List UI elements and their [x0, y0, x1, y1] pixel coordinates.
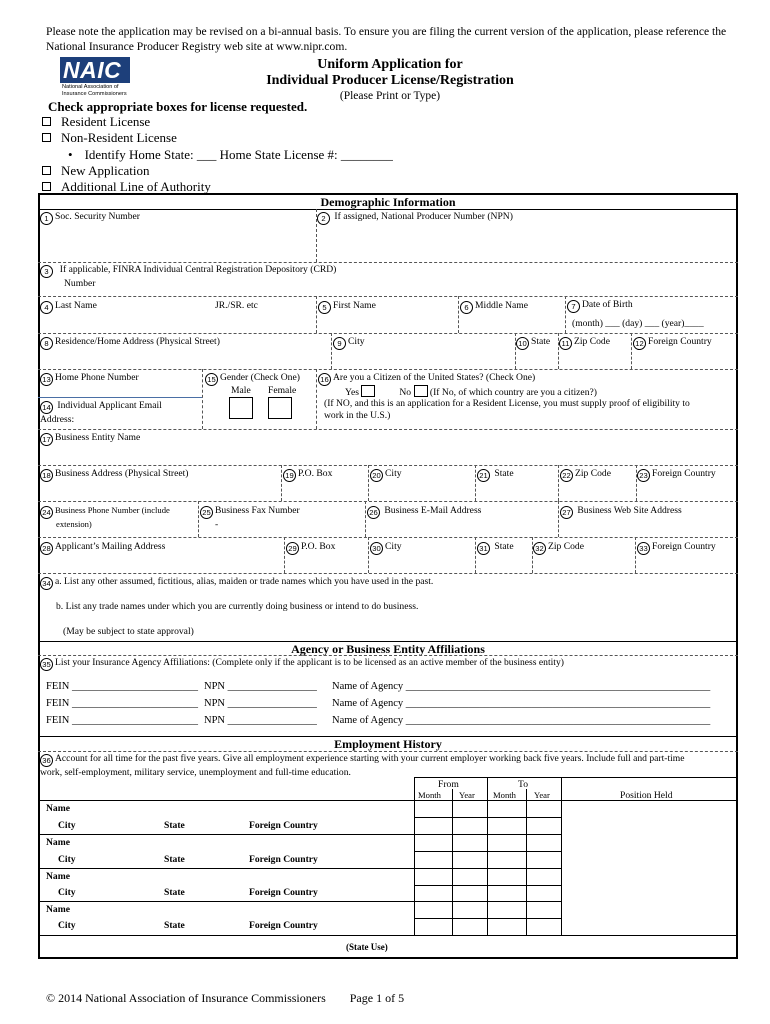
- field-first-name[interactable]: [318, 300, 376, 314]
- divider: [38, 901, 562, 902]
- employment-instructions-1: Account for all time for the past five years. Give all employment experience starting with your current employer working back five years. Include full and part-time: [55, 753, 685, 764]
- foreign-country-label: Foreign Country: [648, 336, 712, 347]
- employment-heading: Employment History: [334, 737, 442, 751]
- middle-name-label: Middle Name: [475, 300, 529, 311]
- field-gender: [205, 372, 300, 386]
- field-zip[interactable]: [559, 336, 610, 350]
- divider: [631, 333, 632, 369]
- field-mailing-zip[interactable]: [533, 541, 584, 555]
- mailing-address-label: Applicant’s Mailing Address: [55, 541, 166, 552]
- agency-npn-3[interactable]: NPN _________________: [204, 715, 317, 726]
- to-year-label: Year: [534, 790, 550, 800]
- field-business-country[interactable]: [637, 468, 716, 482]
- additional-authority-label: Additional Line of Authority: [61, 179, 211, 194]
- number-badge: 6: [460, 301, 473, 314]
- option-new-application[interactable]: [42, 163, 149, 179]
- citizen-options: [345, 385, 597, 398]
- number-badge: 34: [40, 577, 53, 590]
- divider: [331, 333, 332, 369]
- gender-male-label: Male: [231, 385, 251, 396]
- citizen-no-label: No: [399, 387, 412, 398]
- agency-npn-2[interactable]: NPN _________________: [204, 698, 317, 709]
- naic-logo: [60, 57, 132, 97]
- number-badge: 19: [283, 469, 296, 482]
- number-badge: 2: [317, 212, 330, 225]
- field-business-city[interactable]: [370, 468, 402, 482]
- number-badge: 24: [40, 506, 53, 519]
- number-badge: 13: [40, 373, 53, 386]
- number-badge: 25: [200, 506, 213, 519]
- number-badge: 10: [516, 337, 529, 350]
- divider: [558, 465, 559, 501]
- agency-fein-3[interactable]: FEIN ________________________: [46, 715, 198, 726]
- field-last-name[interactable]: [40, 300, 97, 314]
- field-business-state[interactable]: [477, 468, 514, 482]
- citizen-label: Are you a Citizen of the United States? (Check One): [333, 372, 536, 383]
- logo-text: NAIC: [63, 57, 122, 83]
- divider: [558, 501, 559, 537]
- divider: [487, 777, 488, 936]
- divider: [38, 333, 738, 334]
- field-crd[interactable]: [40, 264, 336, 290]
- divider: [475, 537, 476, 573]
- number-badge: 27: [560, 506, 573, 519]
- divider: [284, 537, 285, 573]
- field-suffix[interactable]: JR./SR. etc: [215, 300, 258, 311]
- gender-female-box[interactable]: [268, 397, 292, 419]
- number-badge: 23: [637, 469, 650, 482]
- email-label-2: Address:: [40, 414, 75, 426]
- copyright-text: © 2014 National Association of Insurance Commissioners: [46, 991, 326, 1005]
- employer-1-city[interactable]: City: [58, 820, 76, 831]
- nonresident-label: Non-Resident License: [61, 130, 177, 145]
- agency-name-1[interactable]: Name of Agency __________________________________________________________: [332, 681, 711, 692]
- business-phone-label: Business Phone Number (include: [55, 505, 170, 515]
- field-ssn[interactable]: [40, 211, 140, 225]
- field-mailing-city[interactable]: [370, 541, 402, 555]
- divider: [368, 465, 369, 501]
- trade-names-label[interactable]: b. List any trade names under which you are currently doing business or intend to do business.: [56, 601, 419, 612]
- divider: [281, 465, 282, 501]
- field-agency-affiliations: [40, 657, 564, 671]
- divider: [38, 537, 738, 538]
- number-badge: 36: [40, 754, 53, 767]
- business-pobox-label: P.O. Box: [298, 468, 333, 479]
- field-business-email[interactable]: [367, 505, 481, 519]
- field-mailing-country[interactable]: [637, 541, 716, 555]
- other-names-label: a. List any other assumed, fictitious, alias, maiden or trade names which you have used in the past.: [55, 576, 434, 587]
- employer-1-name[interactable]: Name: [46, 803, 70, 814]
- number-badge: 17: [40, 433, 53, 446]
- number-badge: 12: [633, 337, 646, 350]
- employer-1-country[interactable]: Foreign Country: [249, 820, 318, 831]
- gender-female-label: Female: [268, 385, 297, 396]
- divider: [38, 429, 738, 430]
- number-badge: 30: [370, 542, 383, 555]
- agency-fein-1[interactable]: FEIN ________________________: [46, 681, 198, 692]
- last-name-label: Last Name: [55, 300, 97, 311]
- email-label: Individual Applicant Email: [57, 400, 162, 411]
- field-npn[interactable]: [317, 211, 513, 225]
- to-month-label: Month: [493, 790, 516, 800]
- check-heading: Check appropriate boxes for license requested.: [48, 99, 308, 114]
- divider: [38, 573, 738, 574]
- business-zip-label: Zip Code: [575, 468, 611, 479]
- number-badge: 1: [40, 212, 53, 225]
- employer-2-city[interactable]: City: [58, 854, 76, 865]
- divider: [565, 296, 566, 333]
- number-badge: 35: [40, 658, 53, 671]
- business-fax-dash: -: [215, 519, 219, 531]
- number-badge: 11: [559, 337, 572, 350]
- citizen-no-box[interactable]: [414, 385, 428, 397]
- resident-label: Resident License: [61, 114, 151, 129]
- field-mailing-address[interactable]: [40, 541, 165, 555]
- bullet-icon: •: [68, 147, 73, 162]
- state-use-label: (State Use): [346, 942, 388, 952]
- number-badge: 5: [318, 301, 331, 314]
- form-subtitle: (Please Print or Type): [339, 90, 441, 102]
- crd-label: If applicable, FINRA Individual Central Registration Depository (CRD): [59, 264, 337, 275]
- number-badge: 21: [477, 469, 490, 482]
- number-badge: 8: [40, 337, 53, 350]
- employer-4-state[interactable]: State: [164, 920, 185, 931]
- mailing-city-label: City: [385, 541, 402, 552]
- field-mailing-pobox[interactable]: [286, 541, 335, 555]
- dob-format: (month) ___ (day) ___ (year)____: [572, 318, 704, 329]
- number-badge: 4: [40, 301, 53, 314]
- divider: [635, 537, 636, 573]
- employer-2-country[interactable]: Foreign Country: [249, 854, 318, 865]
- divider: [38, 397, 202, 398]
- divider: [414, 885, 562, 886]
- divider: [38, 501, 738, 502]
- crd-label-2: Number: [64, 278, 96, 290]
- mailing-state-label: State: [494, 541, 514, 552]
- field-foreign-country[interactable]: [633, 336, 712, 350]
- form-title-line2: Individual Producer License/Registration: [266, 73, 514, 88]
- field-business-phone[interactable]: [40, 505, 170, 530]
- business-fax-label: Business Fax Number: [215, 505, 300, 516]
- footer: [46, 991, 404, 1006]
- field-business-pobox[interactable]: [283, 468, 332, 482]
- mailing-pobox-label: P.O. Box: [301, 541, 336, 552]
- divider: [38, 262, 738, 263]
- divider: [526, 789, 527, 936]
- business-entity-label: Business Entity Name: [55, 432, 141, 443]
- residence-label: Residence/Home Address (Physical Street): [55, 336, 220, 347]
- employer-4-city[interactable]: City: [58, 920, 76, 931]
- field-citizen: [318, 372, 535, 386]
- employer-2-name[interactable]: Name: [46, 837, 70, 848]
- first-name-label: First Name: [333, 300, 376, 311]
- field-mailing-state[interactable]: [477, 541, 514, 555]
- field-dob[interactable]: [567, 299, 633, 313]
- field-business-entity[interactable]: [40, 432, 140, 446]
- field-business-fax[interactable]: [200, 505, 300, 531]
- to-label: To: [518, 779, 528, 790]
- divider: [414, 777, 415, 936]
- business-address-label: Business Address (Physical Street): [55, 468, 189, 479]
- field-business-website[interactable]: [560, 505, 682, 519]
- agency-affiliations-label: List your Insurance Agency Affiliations: (Complete only if the applicant is to be licensed as an active member of the business entity): [55, 657, 564, 668]
- field-residence-address[interactable]: [40, 336, 220, 350]
- number-badge: 9: [333, 337, 346, 350]
- additional-authority-checkbox[interactable]: [42, 182, 51, 191]
- divider: [475, 465, 476, 501]
- business-city-label: City: [385, 468, 402, 479]
- divider: [561, 777, 562, 936]
- business-country-label: Foreign Country: [652, 468, 716, 479]
- mailing-zip-label: Zip Code: [548, 541, 584, 552]
- page-number: Page 1 of 5: [349, 991, 405, 1005]
- number-badge: 33: [637, 542, 650, 555]
- field-other-names[interactable]: [40, 576, 433, 590]
- field-home-phone[interactable]: [40, 372, 139, 386]
- divider: [38, 834, 562, 835]
- business-website-label: Business Web Site Address: [577, 505, 682, 516]
- divider: [414, 817, 562, 818]
- number-badge: 22: [560, 469, 573, 482]
- citizen-note-line1: (If NO, and this is an application for a Resident License, you must supply proof of eligibility to: [324, 398, 690, 409]
- city-label: City: [348, 336, 365, 347]
- logo-subtext: National Association of Insurance Commissioners: [62, 84, 127, 97]
- agency-name-3[interactable]: Name of Agency __________________________________________________________: [332, 715, 711, 726]
- agency-fein-2[interactable]: FEIN ________________________: [46, 698, 198, 709]
- npn-label: If assigned, National Producer Number (NPN): [334, 211, 513, 222]
- divider: [452, 789, 453, 936]
- revision-note: Please note the application may be revised on a bi-annual basis. To ensure you are filing the current version of the application, please reference the National Insurance Producer Registry web site at www.nipr.com.: [46, 25, 727, 53]
- option-resident[interactable]: [42, 114, 150, 130]
- divider: [316, 296, 317, 333]
- home-phone-label: Home Phone Number: [55, 372, 139, 383]
- employment-instructions-2: work, self-employment, military service, unemployment and full-time education.: [40, 767, 351, 779]
- state-label: State: [531, 336, 551, 347]
- divider: [414, 918, 562, 919]
- gender-label: Gender (Check One): [220, 372, 300, 383]
- from-label: From: [438, 779, 459, 790]
- number-badge: 32: [533, 542, 546, 555]
- citizen-note-line2: work in the U.S.): [324, 410, 391, 421]
- number-badge: 26: [367, 506, 380, 519]
- number-badge: 7: [567, 300, 580, 313]
- divider: [38, 465, 738, 466]
- field-middle-name[interactable]: [460, 300, 528, 314]
- number-badge: 31: [477, 542, 490, 555]
- number-badge: 3: [40, 265, 53, 278]
- employer-3-state[interactable]: State: [164, 887, 185, 898]
- business-email-label: Business E-Mail Address: [384, 505, 482, 516]
- nonresident-checkbox[interactable]: [42, 133, 51, 142]
- divider: [202, 369, 203, 429]
- option-nonresident[interactable]: [42, 130, 177, 146]
- agency-name-2[interactable]: Name of Agency __________________________________________________________: [332, 698, 711, 709]
- employer-4-country[interactable]: Foreign Country: [249, 920, 318, 931]
- dob-label: Date of Birth: [582, 299, 633, 310]
- divider: [458, 296, 459, 333]
- divider: [368, 537, 369, 573]
- from-month-label: Month: [418, 790, 441, 800]
- number-badge: 20: [370, 469, 383, 482]
- resident-checkbox[interactable]: [42, 117, 51, 126]
- new-application-label: New Application: [61, 163, 150, 178]
- agency-npn-1[interactable]: NPN _________________: [204, 681, 317, 692]
- field-email[interactable]: [40, 400, 162, 426]
- divider: [198, 501, 199, 537]
- divider: [38, 369, 738, 370]
- divider: [316, 369, 317, 429]
- demographic-heading: Demographic Information: [320, 195, 456, 209]
- employer-4-name[interactable]: Name: [46, 904, 70, 915]
- number-badge: 16: [318, 373, 331, 386]
- divider: [38, 209, 738, 210]
- field-state[interactable]: [516, 336, 550, 350]
- identify-label: Identify Home State: ___ Home State License #: ________: [84, 147, 393, 162]
- citizen-yes-label: Yes: [345, 387, 359, 398]
- number-badge: 29: [286, 542, 299, 555]
- citizen-yes-box[interactable]: [361, 385, 375, 397]
- employer-2-state[interactable]: State: [164, 854, 185, 865]
- state-approval-note: (May be subject to state approval): [63, 626, 194, 637]
- field-city[interactable]: [333, 336, 365, 350]
- employer-1-state[interactable]: State: [164, 820, 185, 831]
- divider: [38, 296, 738, 297]
- mailing-country-label: Foreign Country: [652, 541, 716, 552]
- business-phone-label-2: extension): [56, 519, 92, 529]
- field-business-address[interactable]: [40, 468, 189, 482]
- zip-label: Zip Code: [574, 336, 610, 347]
- ssn-label: Soc. Security Number: [55, 211, 140, 222]
- employer-3-name[interactable]: Name: [46, 871, 70, 882]
- divider: [38, 655, 738, 656]
- number-badge: 14: [40, 401, 53, 414]
- number-badge: 28: [40, 542, 53, 555]
- employer-3-city[interactable]: City: [58, 887, 76, 898]
- divider: [365, 501, 366, 537]
- new-application-checkbox[interactable]: [42, 166, 51, 175]
- business-state-label: State: [494, 468, 514, 479]
- form-title-line1: Uniform Application for: [317, 57, 463, 72]
- position-held-label: Position Held: [620, 790, 673, 801]
- divider: [38, 751, 738, 752]
- identify-home-state: [68, 147, 393, 163]
- from-year-label: Year: [459, 790, 475, 800]
- agency-heading: Agency or Business Entity Affiliations: [291, 642, 485, 656]
- employer-3-country[interactable]: Foreign Country: [249, 887, 318, 898]
- number-badge: 15: [205, 373, 218, 386]
- divider: [414, 851, 562, 852]
- number-badge: 18: [40, 469, 53, 482]
- gender-male-box[interactable]: [229, 397, 253, 419]
- divider: [38, 868, 562, 869]
- employment-instructions: [40, 753, 730, 779]
- field-business-zip[interactable]: [560, 468, 611, 482]
- citizen-ifno-label: (If No, of which country are you a citizen?): [429, 387, 597, 398]
